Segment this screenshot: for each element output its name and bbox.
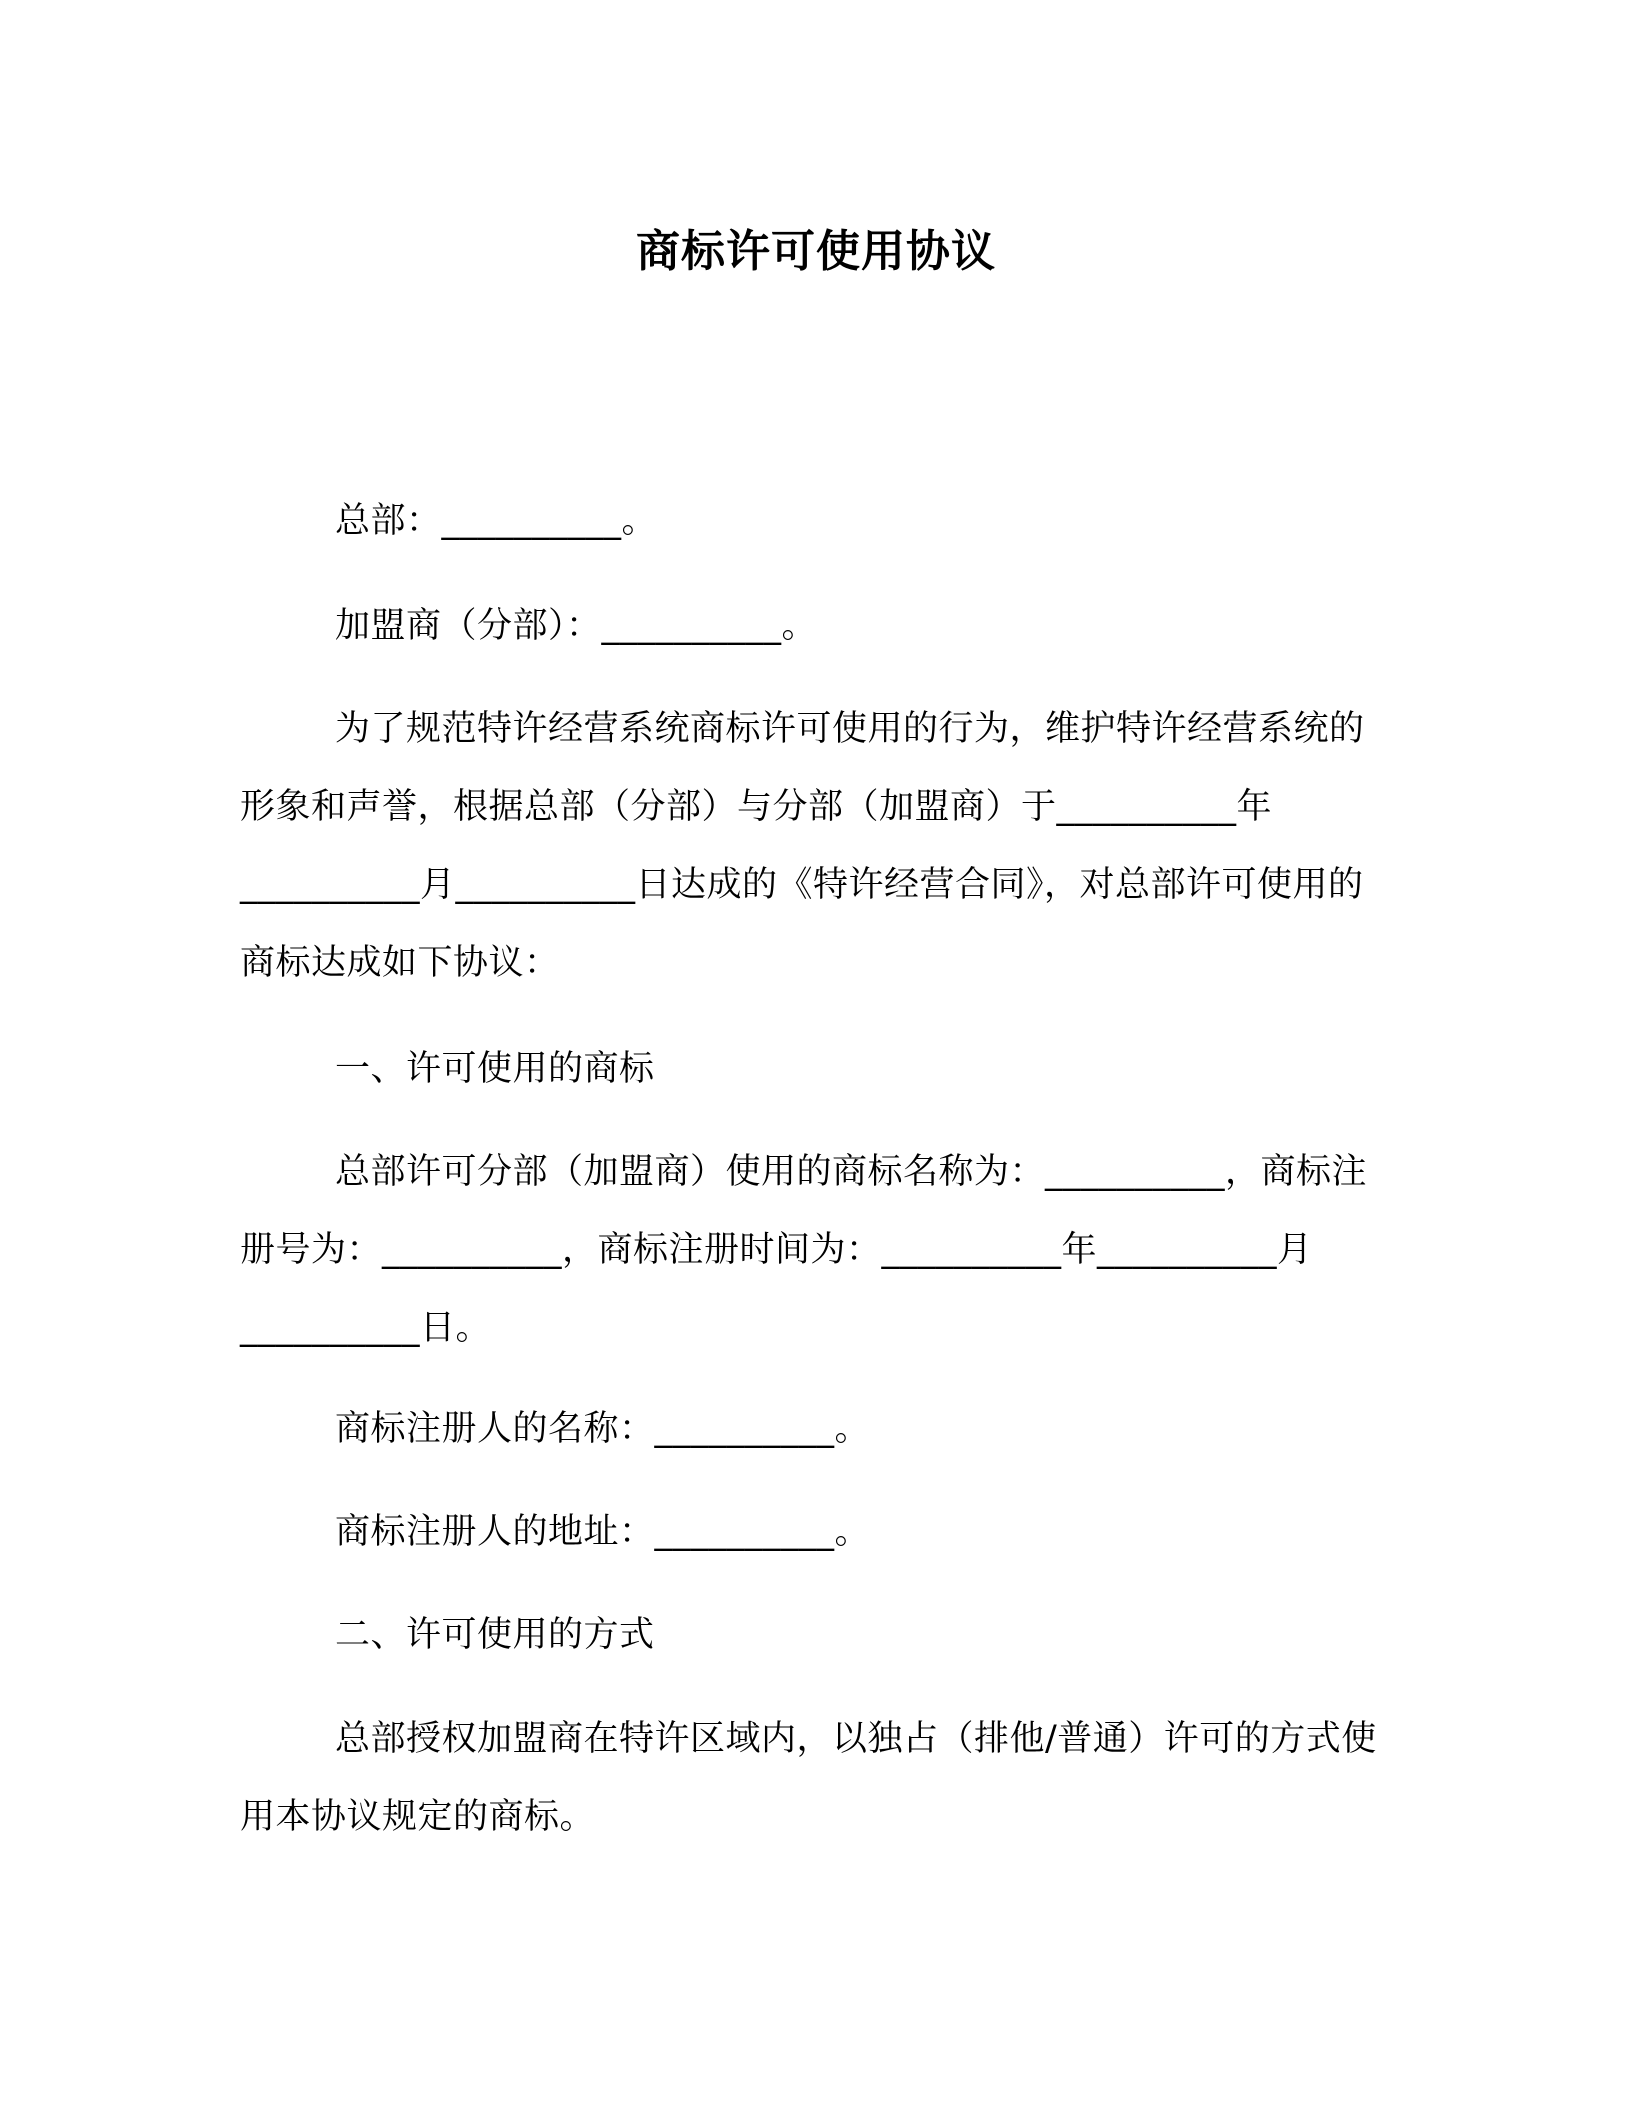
headquarters-line: 总部：__________。 — [335, 501, 658, 541]
trademark-info-paragraph: 总部许可分部（加盟商）使用的商标名称为：__________，商标注册号为：__________，商标注册时间为：__________年__________月__________日。 — [240, 1152, 1368, 1348]
franchisee-line: 加盟商（分部）：__________。 — [335, 606, 818, 646]
section-1-heading: 一、许可使用的商标 — [335, 1049, 655, 1089]
intro-paragraph: 为了规范特许经营系统商标许可使用的行为，维护特许经营系统的形象和声誉，根据总部（分部）与分部（加盟商）于__________年__________月__________日达成的《特许经营合同》，对总部许可使用的商标达成如下协议： — [240, 709, 1365, 983]
license-method-paragraph: 总部授权加盟商在特许区域内，以独占（排他/普通）许可的方式使用本协议规定的商标。 — [240, 1719, 1377, 1837]
document-title: 商标许可使用协议 — [636, 226, 996, 277]
registrant-address-line: 商标注册人的地址：__________。 — [335, 1512, 871, 1552]
registrant-name-line: 商标注册人的名称：__________。 — [335, 1409, 871, 1449]
section-2-heading: 二、许可使用的方式 — [335, 1615, 655, 1655]
